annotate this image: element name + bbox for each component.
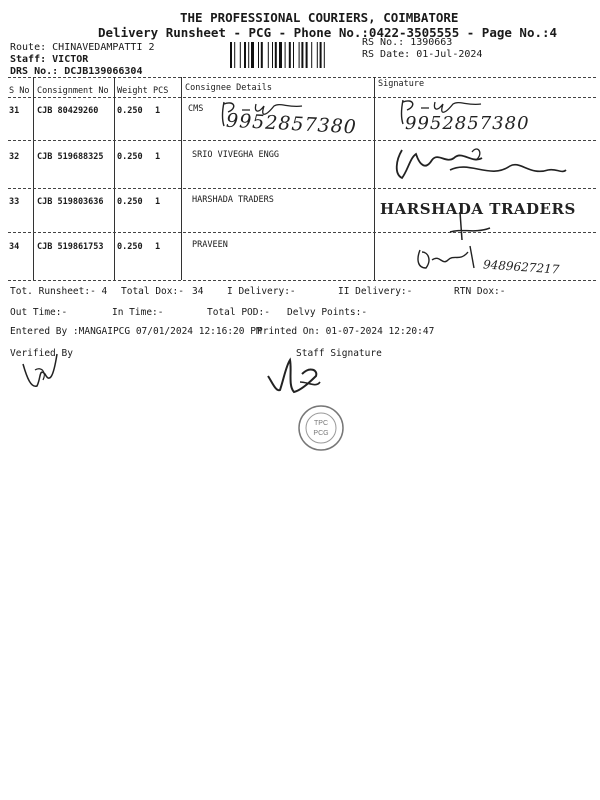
company-title: THE PROFESSIONAL COURIERS, COIMBATORE [180, 10, 459, 25]
row-weight: 0.250 [117, 152, 143, 162]
row-weight: 0.250 [117, 197, 143, 207]
tot-runsheet: Tot. Runsheet:- 4 [10, 286, 108, 297]
row-pcs: 1 [155, 152, 161, 162]
route-label: Route: [10, 42, 47, 53]
rs-date-label: RS Date: [362, 49, 411, 60]
row-rule [8, 232, 596, 233]
row-sno: 33 [9, 197, 20, 207]
printed-on: Printed On: 01-07-2024 12:20:47 [257, 326, 435, 337]
handwritten-phone: 9952857380 [225, 109, 358, 139]
rtn-dox: RTN Dox:- [454, 286, 506, 297]
ii-delivery: II Delivery:- [338, 286, 413, 297]
table-bottom-rule [8, 280, 596, 281]
total-pod: Total POD:- [207, 307, 270, 318]
staff-label: Staff: [10, 54, 47, 65]
row-consignment: CJB 519803636 [37, 197, 104, 207]
staff-value: VICTOR [52, 54, 89, 65]
row-consignment: CJB 80429260 [37, 106, 99, 116]
table-top-rule [8, 77, 596, 78]
drs-value: DCJB139066304 [64, 66, 143, 77]
row-sno: 34 [9, 242, 20, 252]
row-consignee: HARSHADA TRADERS [192, 195, 274, 205]
row-pcs: 1 [155, 242, 161, 252]
col-divider [33, 77, 34, 280]
handwritten-phone: 9952857380 [405, 113, 530, 134]
row-consignee: CMS [188, 104, 204, 114]
handwritten-signature [15, 350, 75, 400]
col-header-consignee: Consignee Details [185, 83, 272, 93]
rs-no-line [362, 37, 452, 48]
staff-line [10, 54, 88, 65]
seal-text-2: PCG [313, 430, 329, 437]
rs-no-value: 1390663 [410, 37, 453, 48]
col-header-signature: Signature [378, 79, 425, 89]
out-time: Out Time:- [10, 307, 68, 318]
col-header-sno: S No [9, 86, 30, 96]
verified-by-label: Verified By [10, 348, 73, 359]
row-consignee: PRAVEEN [192, 240, 228, 250]
row-consignment: CJB 519688325 [37, 152, 104, 162]
row-consignee: SRIO VIVEGHA ENGG [192, 150, 279, 160]
route-value: CHINAVEDAMPATTI 2 [52, 42, 155, 53]
handwritten-signature [440, 210, 500, 244]
row-sno: 32 [9, 152, 20, 162]
col-header-weight: Weight [117, 86, 148, 96]
col-header-consignment: Consignment No [37, 86, 109, 96]
handwritten-signature [380, 140, 580, 190]
rs-date-line [362, 49, 482, 60]
barcode [230, 42, 355, 68]
seal-text: TPC [314, 420, 328, 427]
col-divider [181, 77, 182, 280]
delvy-points: Delvy Points:- [287, 307, 368, 318]
drs-label: DRS No.: [10, 66, 59, 77]
drs-line [10, 66, 142, 77]
col-divider [374, 77, 375, 280]
row-weight: 0.250 [117, 106, 143, 116]
handwritten-phone: 9489627217 [482, 257, 560, 277]
rs-no-label: RS No.: [362, 37, 405, 48]
row-pcs: 1 [155, 106, 161, 116]
row-sno: 31 [9, 106, 20, 116]
runsheet-subtitle: Delivery Runsheet - PCG - Phone No.:0422-3505555 - Page No.:4 [98, 25, 558, 40]
col-divider [114, 77, 115, 280]
row-weight: 0.250 [117, 242, 143, 252]
in-time: In Time:- [112, 307, 164, 318]
route-line [10, 42, 155, 53]
col-header-pcs: PCS [153, 86, 169, 96]
total-dox-label: Total Dox:- [121, 286, 184, 297]
rs-date-value: 01-Jul-2024 [416, 49, 483, 60]
total-dox-value: 34 [192, 286, 204, 297]
entered-by: Entered By :MANGAIPCG 07/01/2024 12:16:20 PM [10, 326, 262, 337]
staff-signature-label: Staff Signature [296, 348, 382, 359]
row-pcs: 1 [155, 197, 161, 207]
round-seal [297, 404, 345, 452]
i-delivery: I Delivery:- [227, 286, 296, 297]
handwritten-signature [260, 352, 330, 402]
company-stamp: HARSHADA TRADERS [380, 200, 576, 218]
row-consignment: CJB 519861753 [37, 242, 104, 252]
